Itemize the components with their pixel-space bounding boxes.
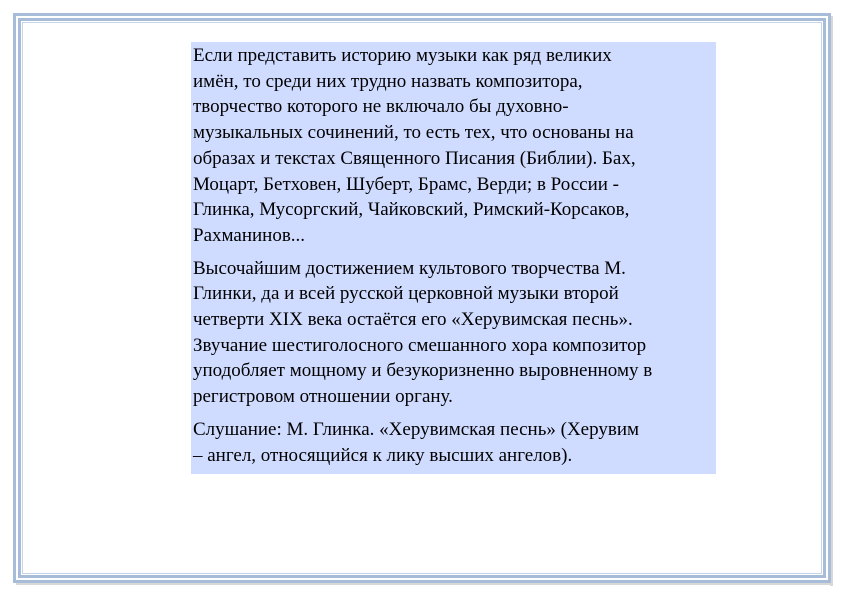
text-line: Моцарт, Бетховен, Шуберт, Брамс, Верди; в России - <box>193 173 620 195</box>
text-line: Слушание: М. Глинка. «Херувимская песнь» (Херувим <box>193 418 640 440</box>
text-line: Если представить историю музыки как ряд великих <box>193 45 612 66</box>
text-line: имён, то среди них трудно назвать композитора, <box>193 70 583 92</box>
text-line: музыкальных сочинений, то есть тех, что основаны на <box>193 122 634 144</box>
paragraph-listening <box>193 417 714 468</box>
paragraph-glinka <box>193 256 714 410</box>
text-line: образах и текстах Священного Писания (Библии). Бах, <box>193 147 636 169</box>
text-line: Высочайшим достижением культового творчества М. <box>193 257 626 279</box>
paragraph-composers <box>193 43 714 249</box>
text-line: – ангел, относящийся к лику высших ангелов). <box>193 444 573 466</box>
text-line: Глинки, да и всей русской церковной музыки второй <box>193 283 619 305</box>
text-line: уподобляет мощному и безукоризненно выровненному в <box>193 360 653 382</box>
text-line: Звучание шестиголосного смешанного хора композитор <box>193 334 647 356</box>
text-line: регистровом отношении органу. <box>193 386 453 408</box>
text-line: Рахманинов... <box>193 224 306 246</box>
text-line: Глинка, Мусоргский, Чайковский, Римский-Корсаков, <box>193 199 630 221</box>
text-box[interactable] <box>191 42 716 474</box>
text-line: четверти XIX века остаётся его «Херувимская песнь». <box>193 309 633 331</box>
text-line: творчество которого не включало бы духовно- <box>193 96 569 118</box>
